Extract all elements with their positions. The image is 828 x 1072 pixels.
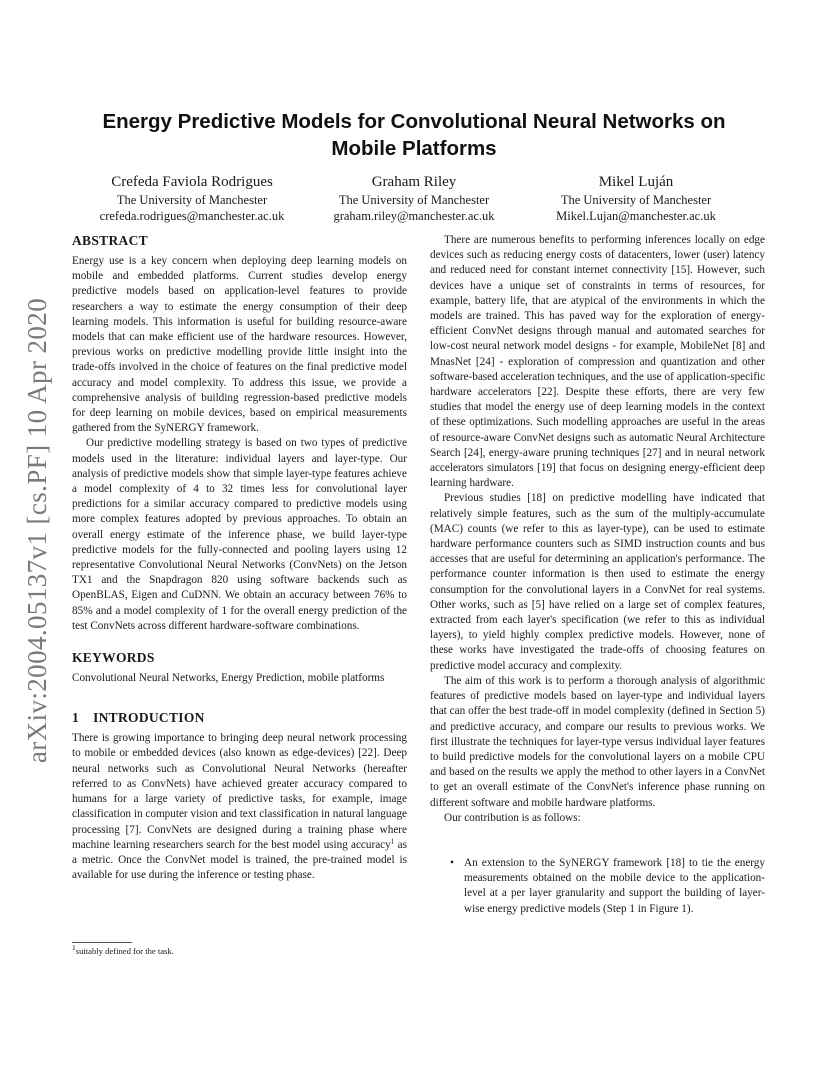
- introduction-heading: [72, 710, 407, 726]
- abstract-paragraph-1: Energy use is a key concern when deploying deep learning models on mobile and embedded platforms. Current studies develop energy predictive models based on application-level features to provide researchers a way to estimate the energy consumption of their deep learning models. This information is useful for building resource-aware models that can make efficient use of the hardware resources. However, previous works on predictive modelling provide little insight into the trade-offs involved in the choice of features on the final predictive model accuracy and model complexity. To address this issue, we provide a comprehensive analysis of building regression-based predictive models for deep learning on mobile devices, based on empirical measurements gathered from the SyNERGY framework.: [72, 255, 407, 435]
- author-name: Graham Riley: [371, 174, 457, 190]
- author-email: graham.riley@manchester.ac.uk: [333, 209, 495, 223]
- contribution-list-item: [430, 856, 765, 917]
- author-affiliation: The University of Manchester: [560, 193, 712, 207]
- author-1: [72, 173, 312, 224]
- author-email: crefeda.rodrigues@manchester.ac.uk: [99, 209, 285, 223]
- footnote-mark: 1: [390, 835, 395, 845]
- intro-text: There is growing importance to bringing deep neural network processing to mobile or embedded devices (also known as edge-devices) [22]. Deep neural networks such as Convolutional Neural Networks (hereafter referred to as ConvNets) have achieved greater accuracy compared to humans for a large variety of predictive tasks, for example, image classification in computer vision and text classification in natural language processing [7]. ConvNets are designed during a training phase where machine learning researchers search for the best model using accuracy: [72, 732, 407, 851]
- author-3: [516, 173, 756, 224]
- abstract-paragraph-2: Our predictive modelling strategy is based on two types of predictive models used in the literature: individual layers and layer-type. Our analysis of predictive models show that simple layer-type features achieve a model complexity of 4 to 32 times less for convolutional layer predictions for a similar accuracy compared to predictive models using more complex features adopted by previous approaches. To obtain an overall energy estimate of the inference phase, we build layer-type predictive models for the fully-connected and pooling layers using 12 representative Convolutional Neural Networks (ConvNets) on the Jetson TX1 and the Snapdragon 820 using software backends such as OpenBLAS, Eigen and CuDNN. We obtain an accuracy between 76% to 85% and a model complexity of 1 for the overall energy prediction of the test ConvNets across different hardware-software combinations.: [72, 437, 407, 632]
- author-affiliation: The University of Manchester: [116, 193, 268, 207]
- bullet-symbol: •: [450, 856, 454, 869]
- introduction-paragraph-1: [72, 731, 407, 883]
- author-name: Mikel Luján: [598, 174, 674, 190]
- right-paragraph-3: The aim of this work is to perform a thorough analysis of algorithmic features of predictive models based on layer-type and individual layers that can offer the best trade-off in model complexity (defined in Section 5) and predictive accuracy, and compare our results to previous works. We first illustrate the techniques for layer-type versus individual layer features to build predictive models for the convolutional layers on a mobile CPU and based on the results we apply the method to other layers in a ConvNet to get an overall estimate of the ConvNet's inference phase running on different software and mobile hardware platforms.: [430, 674, 765, 809]
- footnote: [72, 943, 174, 957]
- section-number: 1: [72, 710, 80, 726]
- author-2: [294, 173, 534, 224]
- abstract-heading: ABSTRACT: [72, 233, 148, 248]
- keywords-text: Convolutional Neural Networks, Energy Prediction, mobile platforms: [72, 672, 385, 685]
- footnote-divider: [72, 942, 132, 943]
- contribution-intro: Our contribution is as follows:: [444, 811, 581, 824]
- intro-text-tail: as a metric. Once the ConvNet model is trained, the pre-trained model is available for use during the inference or testing phase.: [72, 838, 408, 882]
- author-email: Mikel.Lujan@manchester.ac.uk: [556, 209, 716, 223]
- right-paragraph-1: There are numerous benefits to performing inferences locally on edge devices such as reducing energy costs of datacenters, lower (user) latency and reduced need for constant internet connectivity [15]. However, such devices have a unique set of constraints in terms of resources, for example, battery life, that are atypical of the environments in which the models are trained. This has paved way for the exploration of energy-efficient ConvNet designs through manual and automated searches for low-cost neural network model designs - for example, MobileNet [8] and MnasNet [24] - exploration of compression and quantization and other software-based acceleration techniques, and the use of application-specific hardware accelerators [22]. Despite these efforts, there are very few studies that model the energy use of deep learning models in the context of these optimizations. Such modelling approaches are useful in the areas of resource-aware ConvNet designs such as automatic Neural Architecture Search [24], energy-aware pruning techniques [27] and in neural network accelerators simulators [19] that focus on designing energy-efficient deep learning hardware.: [430, 234, 765, 490]
- section-title: INTRODUCTION: [93, 710, 205, 726]
- arxiv-identifier: arXiv:2004.05137v1 [cs.PF] 10 Apr 2020: [22, 297, 53, 763]
- arxiv-sidebar: [20, 290, 56, 770]
- author-name: Crefeda Faviola Rodrigues: [111, 174, 273, 190]
- right-column: [430, 233, 765, 917]
- footnote-text: suitably defined for the task.: [75, 946, 174, 956]
- author-affiliation: The University of Manchester: [338, 193, 490, 207]
- keywords-heading: KEYWORDS: [72, 650, 155, 666]
- paper-title: Energy Predictive Models for Convolutional Neural Networks on Mobile Platforms: [102, 110, 726, 160]
- bullet-text: An extension to the SyNERGY framework [18] to tie the energy measurements obtained on the mobile device to the application-level at a per layer granularity and support the building of layer-wise energy predictive models (Step 1 in Figure 1).: [464, 856, 765, 915]
- left-column: [72, 233, 407, 883]
- author-block: [72, 173, 756, 223]
- footnote-number: 1: [72, 943, 76, 953]
- right-paragraph-2: Previous studies [18] on predictive modelling have indicated that relatively simple features, such as the sum of the multiply-accumulate (MAC) counts (we refer to this as layer-type), can be used to estimate hardware performance counters such as SIMD instruction counts and bus accesses that are useful for determining an application's performance. The performance counter information is then used to estimate the energy consumption for the convolutional layers in a ConvNet for real systems. Other works, such as [5] have relied on a large set of complex features, extracted from each layer's specification (we refer to this as individual layers), to yield highly complex predictive models. However, none of these works have investigated the trade-offs of choosing features on predictive model accuracy and complexity.: [430, 492, 765, 672]
